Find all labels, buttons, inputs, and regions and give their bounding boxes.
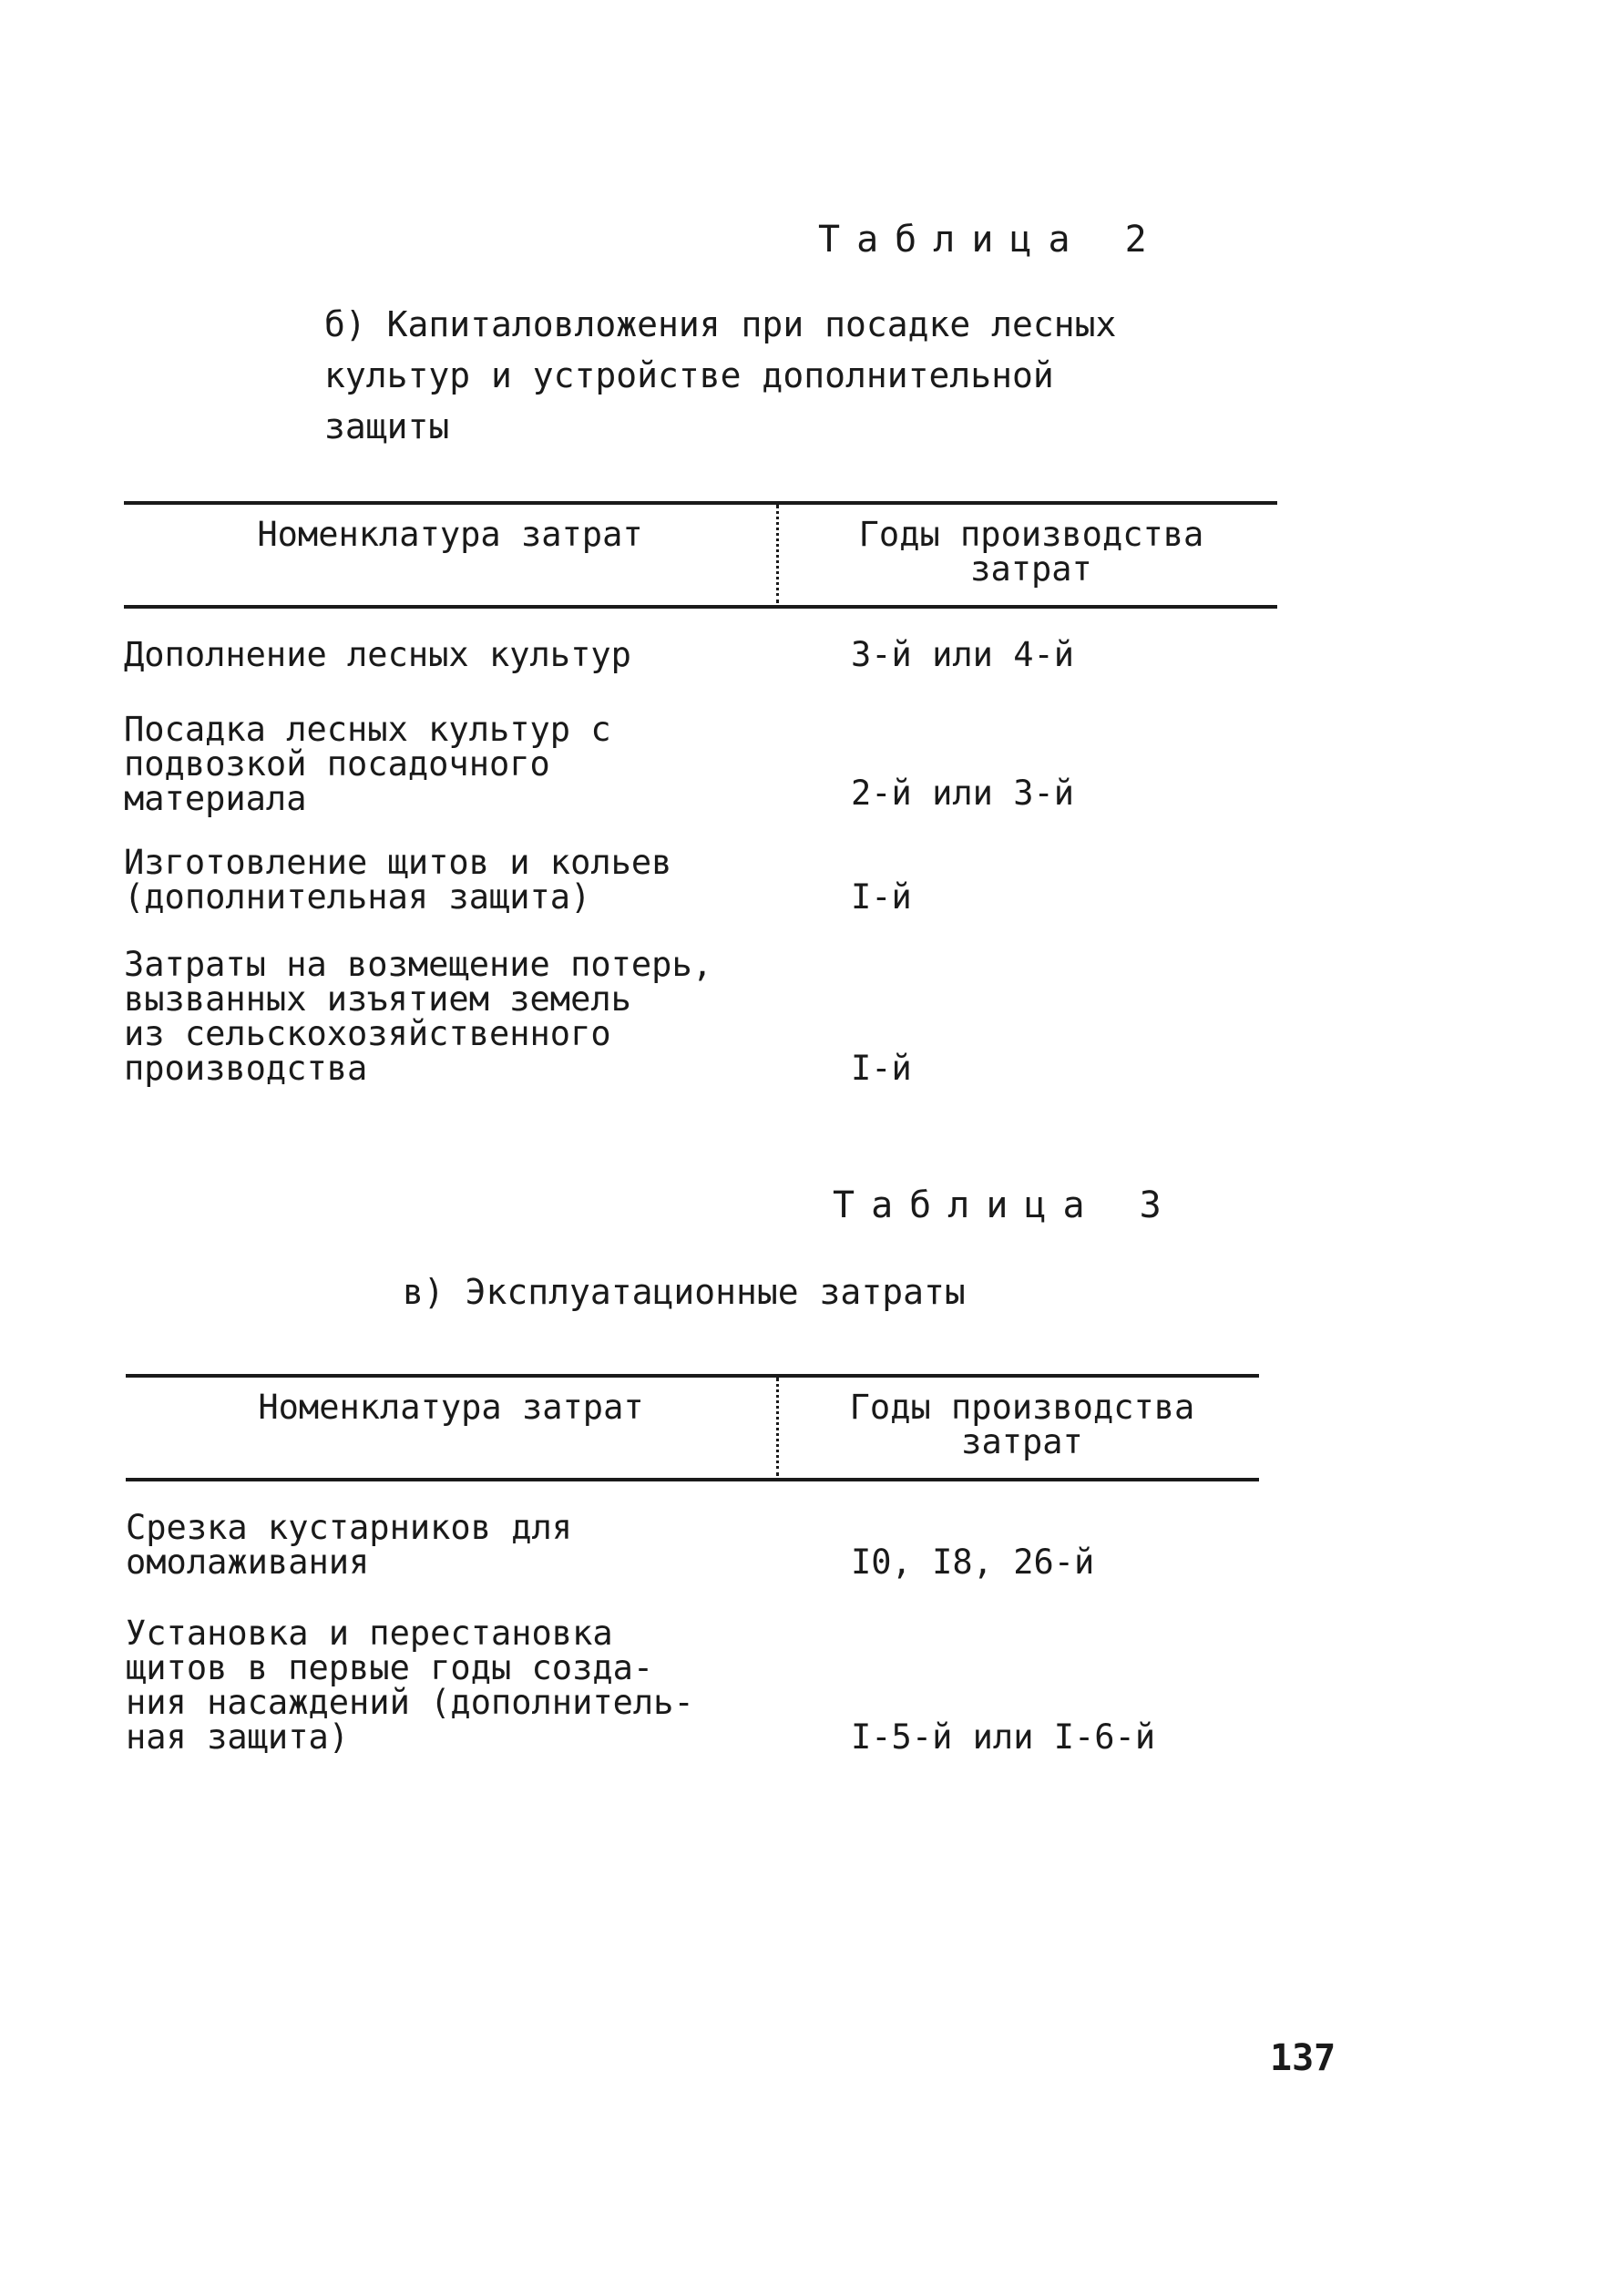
table-2-row-3-label: Изготовление щитов и кольев (дополнительная защита): [124, 843, 672, 917]
table-2-header-separator: [776, 505, 779, 603]
table-2-row-4-label: Затраты на возмещение потерь, вызванных изъятием земель из сельскохозяйственного производства: [124, 945, 713, 1088]
table-3-row-2-label: Установка и перестановка щитов в первые годы созда- ния насаждений (дополнитель- ная защита): [126, 1614, 694, 1757]
table-2-row-3-value: I-й: [851, 877, 912, 917]
table-3-row-1-label: Срезка кустарников для омолаживания: [126, 1508, 573, 1582]
table-2-row-1-label: Дополнение лесных культур: [124, 635, 631, 674]
table-2-title: Таблица 2: [818, 219, 1163, 261]
table-2-row-4-value: I-й: [851, 1049, 912, 1088]
table-2-subtitle: б) Капиталовложения при посадке лесных культур и устройстве дополнительной защиты: [324, 304, 1117, 446]
table-3-header-separator: [776, 1378, 779, 1476]
table-2-row-2-label: Посадка лесных культур с подвозкой посадочного материала: [124, 710, 611, 818]
table-2-header-years: Годы производства затрат: [858, 515, 1204, 589]
table-2-header-rule: [124, 605, 1277, 609]
page-number: 137: [1270, 2037, 1336, 2079]
table-3-top-rule: [126, 1374, 1259, 1378]
table-3-row-1-value: I0, I8, 26-й: [851, 1543, 1095, 1582]
table-3-header-nomenclature: Номенклатура затрат: [258, 1388, 644, 1427]
table-3-subtitle: в) Эксплуатационные затраты: [403, 1272, 966, 1312]
table-2-top-rule: [124, 501, 1277, 505]
table-3-header-years: Годы производства затрат: [849, 1388, 1195, 1461]
table-3-title: Таблица 3: [833, 1184, 1178, 1226]
table-3-row-2-value: I-5-й или I-6-й: [851, 1717, 1156, 1757]
table-2-row-2-value: 2-й или 3-й: [851, 774, 1075, 813]
table-3-header-rule: [126, 1478, 1259, 1481]
table-2-header-nomenclature: Номенклатура затрат: [257, 515, 643, 554]
table-2-row-1-value: 3-й или 4-й: [851, 635, 1075, 674]
